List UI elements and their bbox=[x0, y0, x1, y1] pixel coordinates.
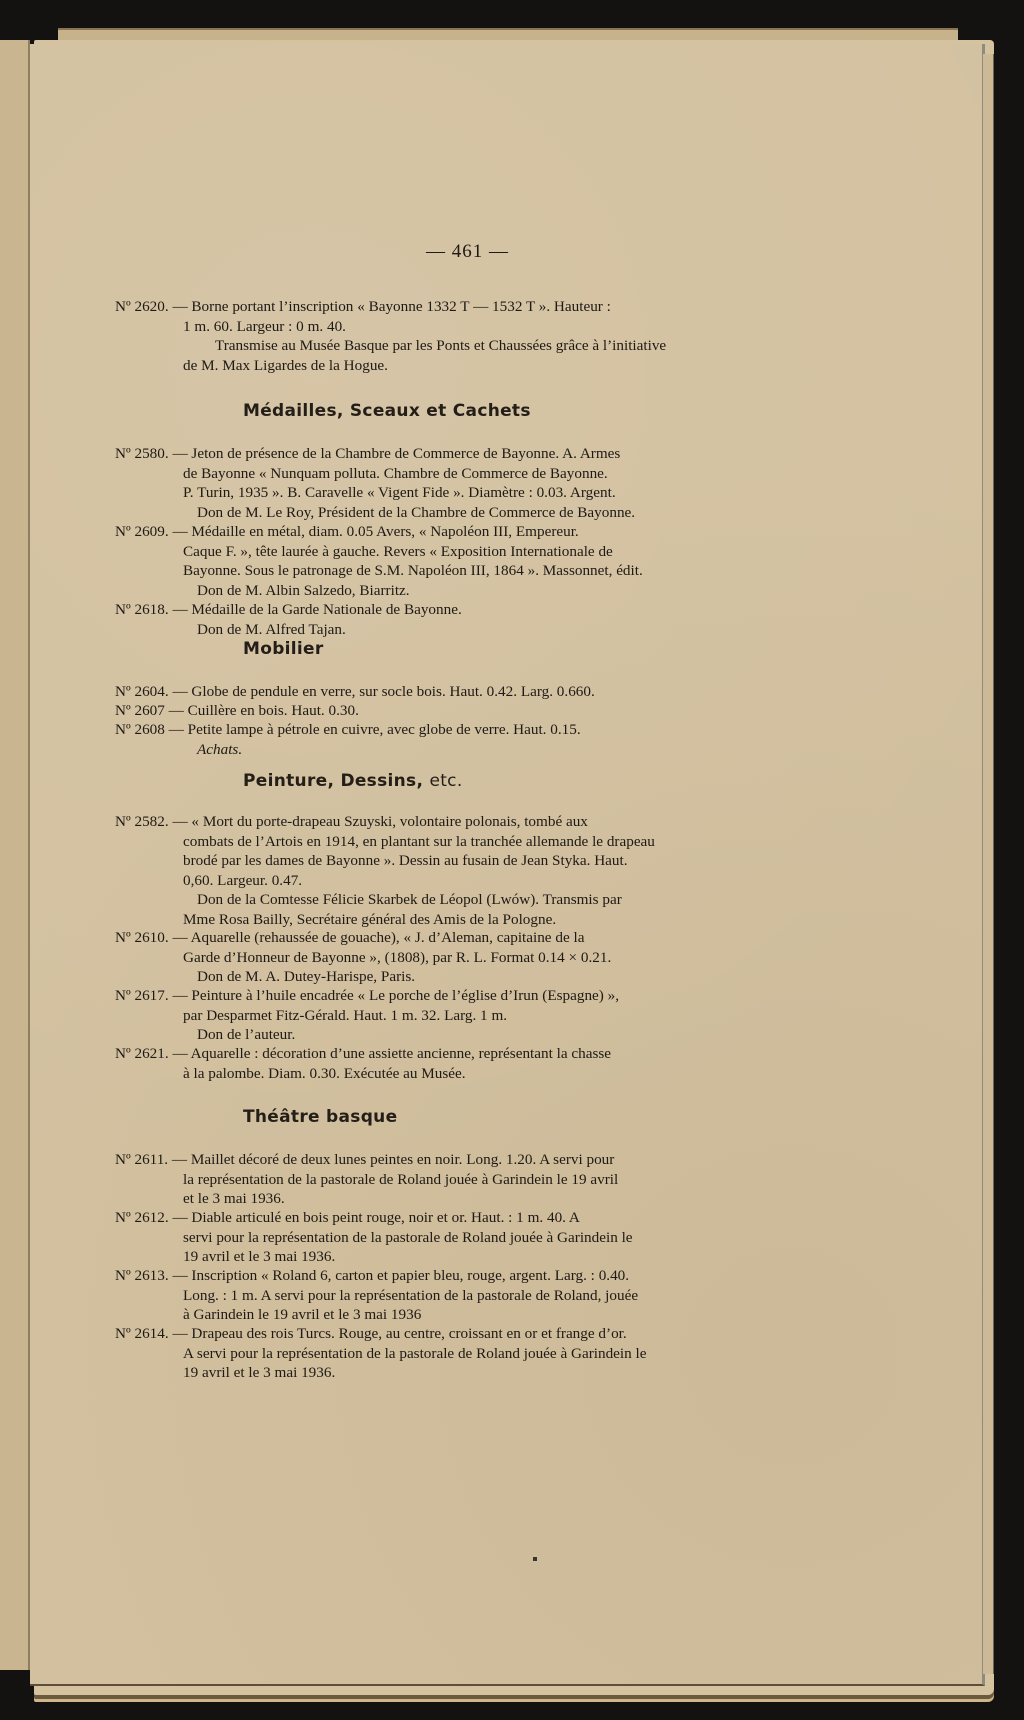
entry-line: Nº 2621. — Aquarelle : décoration d’une assiette ancienne, représentant la chasse bbox=[115, 1045, 612, 1062]
entry-line: Nº 2604. — Globe de pendule en verre, sur socle bois. Haut. 0.42. Larg. 0.660. bbox=[115, 683, 595, 700]
entry-2611 bbox=[115, 1150, 820, 1209]
entry-line: Don de M. A. Dutey-Harispe, Paris. bbox=[197, 968, 416, 985]
entry-line: 1 m. 60. Largeur : 0 m. 40. bbox=[183, 317, 346, 335]
entry-line: 19 avril et le 3 mai 1936. bbox=[183, 1248, 336, 1265]
entry-line: combats de l’Artois en 1914, en plantant sur la tranchée allemande le drapeau bbox=[183, 832, 655, 850]
entry-line: Bayonne. Sous le patronage de S.M. Napoléon III, 1864 ». Massonnet, édit. bbox=[183, 562, 643, 579]
entry-line: servi pour la représentation de la pastorale de Roland jouée à Garindein le bbox=[183, 1228, 633, 1246]
entry-line: Don de M. Albin Salzedo, Biarritz. bbox=[197, 581, 410, 599]
section-title-suffix: etc. bbox=[429, 771, 463, 791]
entry-line: Mme Rosa Bailly, Secrétaire général des Amis de la Pologne. bbox=[183, 910, 557, 928]
entry-line: de M. Max Ligardes de la Hogue. bbox=[183, 356, 388, 374]
entry-line: Nº 2608 — Petite lampe à pétrole en cuivre, avec globe de verre. Haut. 0.15. bbox=[115, 721, 581, 738]
paper-speck bbox=[533, 1557, 537, 1561]
entry-2609 bbox=[115, 522, 820, 600]
entry-2620 bbox=[115, 297, 820, 375]
entry-line: Nº 2614. — Drapeau des rois Turcs. Rouge, au centre, croissant en or et frange d’or. bbox=[115, 1325, 627, 1342]
entry-text: Nº 2580. — Jeton de présence de la Chambre de Commerce de Bayonne. A. Armes bbox=[115, 445, 621, 462]
entry-line: et le 3 mai 1936. bbox=[183, 1190, 285, 1207]
entry-2604 bbox=[115, 682, 820, 702]
book-page bbox=[30, 44, 985, 1686]
entry-line: Nº 2612. — Diable articulé en bois peint rouge, noir et or. Haut. : 1 m. 40. A bbox=[115, 1209, 580, 1226]
entry-line: Don de l’auteur. bbox=[197, 1026, 296, 1043]
entry-line: Nº 2613. — Inscription « Roland 6, carton et papier bleu, rouge, argent. Larg. : 0.40. bbox=[115, 1267, 630, 1284]
section-heading-theatre: Théâtre basque bbox=[243, 1107, 398, 1127]
entry-2613 bbox=[115, 1266, 820, 1325]
entry-line: Nº 2611. — Maillet décoré de deux lunes peintes en noir. Long. 1.20. A servi pour bbox=[115, 1151, 615, 1168]
entry-line: Nº 2607 — Cuillère en bois. Haut. 0.30. bbox=[115, 702, 359, 719]
entry-line: Nº 2617. — Peinture à l’huile encadrée « Le porche de l’église d’Irun (Espagne) », bbox=[115, 987, 620, 1004]
entry-line: la représentation de la pastorale de Roland jouée à Garindein le 19 avril bbox=[183, 1170, 619, 1188]
entry-line: Nº 2618. — Médaille de la Garde Nationale de Bayonne. bbox=[115, 601, 462, 618]
entry-line: Don de M. Le Roy, Président de la Chambre de Commerce de Bayonne. bbox=[197, 503, 636, 521]
entry-line: à Garindein le 19 avril et le 3 mai 1936 bbox=[183, 1306, 422, 1323]
entry-2618 bbox=[115, 600, 820, 639]
entry-line: A servi pour la représentation de la pastorale de Roland jouée à Garindein le bbox=[183, 1344, 647, 1362]
entry-2607 bbox=[115, 701, 820, 721]
entry-2614 bbox=[115, 1324, 820, 1383]
entry-line: 0,60. Largeur. 0.47. bbox=[183, 871, 303, 889]
entry-line: Nº 2620. — Borne portant l’inscription « Bayonne 1332 T — 1532 T ». Hauteur : bbox=[115, 298, 611, 315]
entry-2621 bbox=[115, 1044, 820, 1083]
page-right-edge bbox=[983, 54, 994, 1674]
entry-line: Nº 2609. — Médaille en métal, diam. 0.05 Avers, « Napoléon III, Empereur. bbox=[115, 523, 579, 540]
entry-2617 bbox=[115, 986, 820, 1045]
entry-line: Nº 2582. — « Mort du porte-drapeau Szuyski, volontaire polonais, tombé aux bbox=[115, 813, 588, 830]
entry-line: Caque F. », tête laurée à gauche. Revers « Exposition Internationale de bbox=[183, 542, 613, 560]
entry-line: à la palombe. Diam. 0.30. Exécutée au Musée. bbox=[183, 1064, 466, 1082]
entry-line bbox=[115, 444, 820, 464]
section-heading-peinture bbox=[243, 772, 463, 792]
entry-line: Transmise au Musée Basque par les Ponts et Chaussées grâce à l’initiative bbox=[215, 337, 667, 354]
entry-2608 bbox=[115, 720, 820, 759]
entry-line: Nº 2610. — Aquarelle (rehaussée de gouache), « J. d’Aleman, capitaine de la bbox=[115, 929, 585, 946]
entry-2580 bbox=[115, 444, 820, 522]
entry-line: Garde d’Honneur de Bayonne », (1808), par R. L. Format 0.14 × 0.21. bbox=[183, 948, 612, 966]
section-heading-medailles: Médailles, Sceaux et Cachets bbox=[243, 401, 531, 421]
section-heading-mobilier: Mobilier bbox=[243, 639, 324, 659]
entry-line: 19 avril et le 3 mai 1936. bbox=[183, 1364, 336, 1381]
page-number: — 461 — bbox=[426, 241, 509, 262]
entry-line: brodé par les dames de Bayonne ». Dessin au fusain de Jean Styka. Haut. bbox=[183, 852, 628, 869]
entry-2582 bbox=[115, 812, 820, 929]
entry-line: Achats. bbox=[197, 740, 243, 758]
entry-line: Long. : 1 m. A servi pour la représentation de la pastorale de Roland, jouée bbox=[183, 1286, 639, 1304]
entry-2610 bbox=[115, 928, 820, 987]
entry-line: par Desparmet Fitz-Gérald. Haut. 1 m. 32. Larg. 1 m. bbox=[183, 1006, 508, 1024]
section-title: Peinture, Dessins, bbox=[243, 771, 424, 791]
left-page-edge bbox=[0, 40, 30, 1670]
entry-2612 bbox=[115, 1208, 820, 1267]
entry-line: de Bayonne « Nunquam polluta. Chambre de Commerce de Bayonne. bbox=[183, 464, 608, 482]
entry-line: Don de M. Alfred Tajan. bbox=[197, 620, 346, 638]
entry-line: Don de la Comtesse Félicie Skarbek de Léopol (Lwów). Transmis par bbox=[197, 891, 622, 908]
entry-line: P. Turin, 1935 ». B. Caravelle « Vigent Fide ». Diamètre : 0.03. Argent. bbox=[183, 484, 616, 501]
